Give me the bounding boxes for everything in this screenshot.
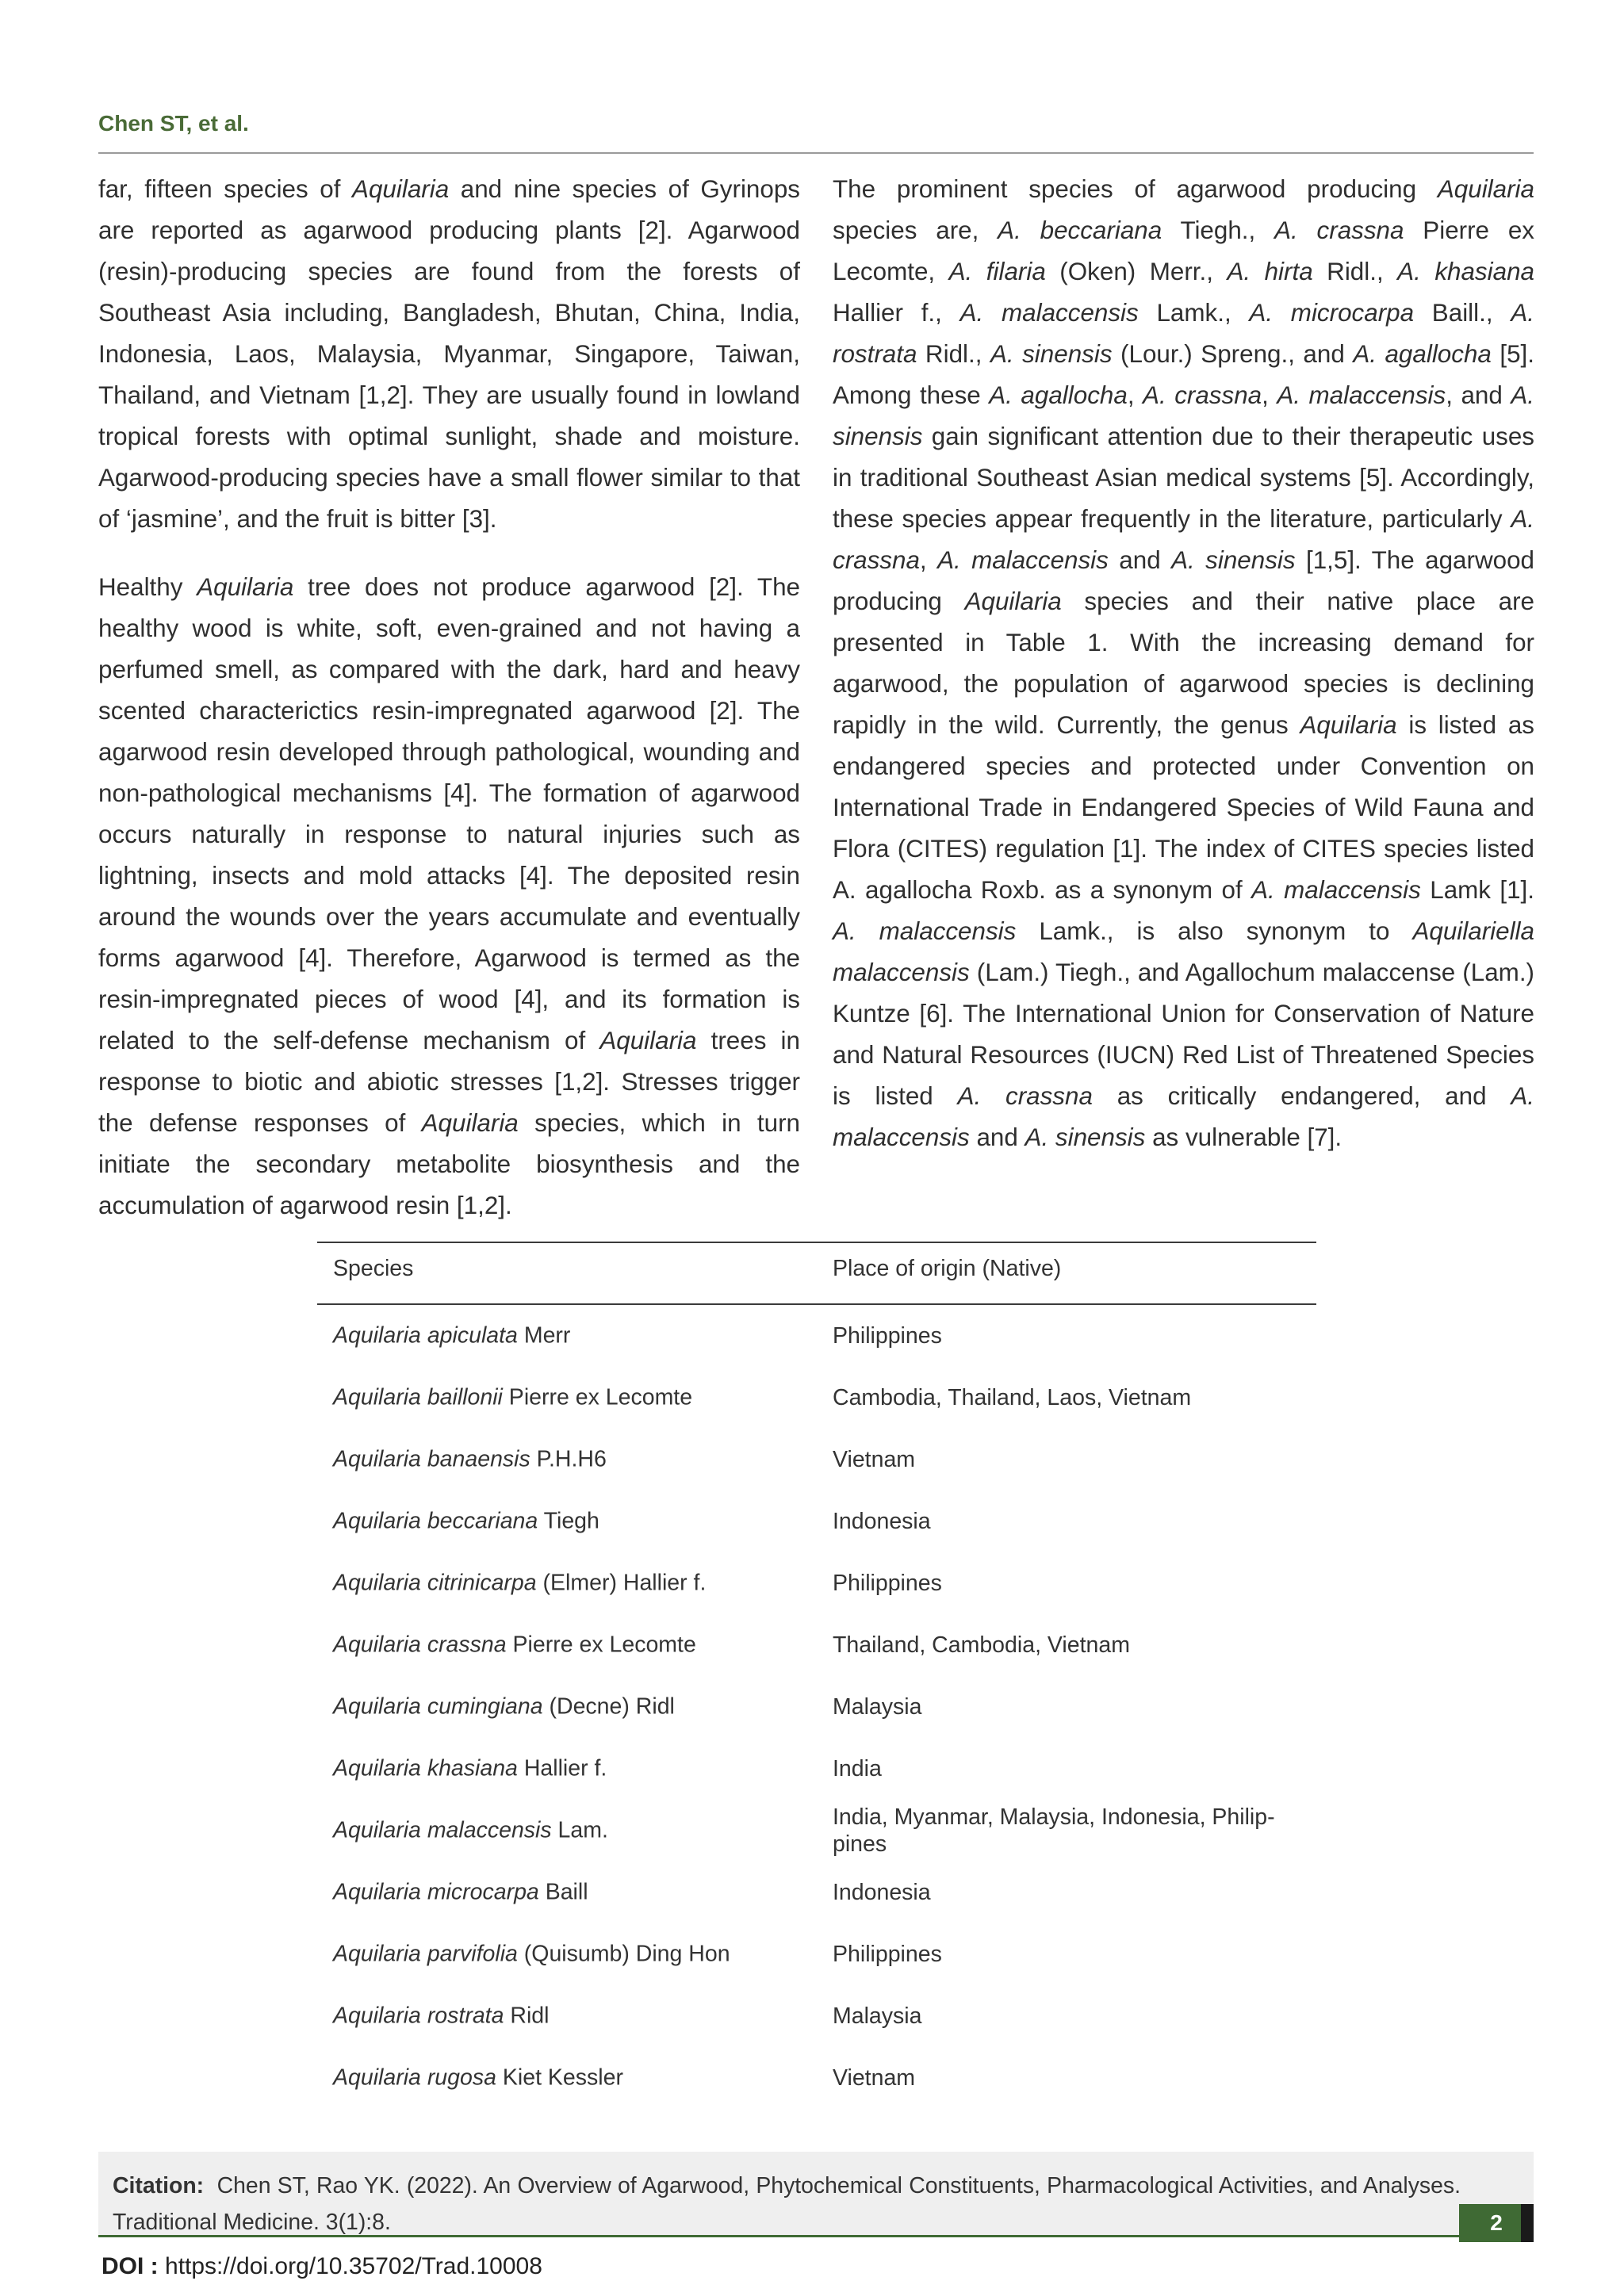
paragraph: far, fifteen species of Aquilaria and nine species of Gyrinops are reported as agarwood producing plants [2]. Agarwood (resin)-producing species are found from the forests of Southeast Asia including, Bangladesh, Bhutan, China, India, Indonesia, Laos, Malaysia, Myanmar, Singapore, Taiwan, Thailand, and Vietnam [1,2]. They are usually found in lowland tropical forests with optimal sunlight, shade and moisture. Agarwood-producing species have a small flower similar to that of ‘jasmine’, and the fruit is bitter [3]. xyxy=(98,175,800,533)
species-cell: Aquilaria khasiana Hallier f. xyxy=(333,1755,607,1781)
origin-cell: India, Myanmar, Malaysia, Indonesia, Philip-pines xyxy=(833,1804,1275,1857)
table-header-species: Species xyxy=(333,1256,414,1281)
doi-link[interactable]: https://doi.org/10.35702/Trad.10008 xyxy=(165,2253,542,2279)
citation-bar xyxy=(98,2235,1534,2237)
origin-cell: Vietnam xyxy=(833,2065,916,2091)
table-row xyxy=(317,1676,1316,1738)
table-row xyxy=(317,1552,1316,1614)
citation-box xyxy=(98,2152,1534,2237)
right-column xyxy=(833,169,1534,1158)
species-cell: Aquilaria rostrata Ridl xyxy=(333,2003,550,2029)
table-row xyxy=(317,1367,1316,1429)
table-header-origin: Place of origin (Native) xyxy=(833,1256,1062,1281)
running-header xyxy=(98,111,1534,154)
origin-cell: Philippines xyxy=(833,1323,942,1349)
species-cell: Aquilaria crassna Pierre ex Lecomte xyxy=(333,1632,696,1658)
species-cell: Aquilaria banaensis P.H.H6 xyxy=(333,1446,607,1472)
species-cell: Aquilaria rugosa Kiet Kessler xyxy=(333,2064,623,2091)
origin-cell: Indonesia xyxy=(833,1880,931,1905)
table-row xyxy=(317,1429,1316,1490)
origin-cell: Malaysia xyxy=(833,1694,922,1720)
origin-cell: Philippines xyxy=(833,1571,942,1596)
table-row xyxy=(317,1923,1316,1985)
origin-cell: Malaysia xyxy=(833,2003,922,2029)
species-cell: Aquilaria cumingiana (Decne) Ridl xyxy=(333,1693,675,1720)
species-cell: Aquilaria apiculata Merr xyxy=(333,1322,571,1349)
origin-cell: Vietnam xyxy=(833,1447,916,1472)
page-number xyxy=(1459,2204,1534,2242)
table-row xyxy=(317,1614,1316,1676)
page-number-accent xyxy=(1521,2204,1534,2242)
table-row xyxy=(317,1862,1316,1923)
species-cell: Aquilaria baillonii Pierre ex Lecomte xyxy=(333,1384,693,1410)
table-row xyxy=(317,1305,1316,1367)
origin-cell: Cambodia, Thailand, Laos, Vietnam xyxy=(833,1385,1192,1410)
page-number-text: 2 xyxy=(1490,2210,1503,2235)
citation-body: Chen ST, Rao YK. (2022). An Overview of Agarwood, Phytochemical Constituents, Pharmacological Activities, and Analyses. Traditional Medicine. 3(1):8. xyxy=(113,2173,1461,2235)
species-cell: Aquilaria beccariana Tiegh xyxy=(333,1508,599,1534)
citation-text xyxy=(113,2168,1461,2241)
table-row xyxy=(317,1738,1316,1800)
header-author: Chen ST, et al. xyxy=(98,111,249,136)
paragraph: The prominent species of agarwood producing Aquilaria species are, A. beccariana Tiegh., A. crassna Pierre ex Lecomte, A. filaria (Oken) Merr., A. hirta Ridl., A. khasiana Hallier f., A. malaccensis Lamk., A. microcarpa Baill., A. rostrata Ridl., A. sinensis (Lour.) Spreng., and A. agallocha [5]. Among these A. agallocha, A. crassna, A. malaccensis, and A. sinensis gain significant attention due to their therapeutic uses in traditional Southeast Asian medical systems [5]. Accordingly, these species appear frequently in the literature, particularly A. crassna, A. malaccensis and A. sinensis [1,5]. The agarwood producing Aquilaria species and their native place are presented in Table 1. With the increasing demand for agarwood, the population of agarwood species is declining rapidly in the wild. Currently, the genus Aquilaria is listed as endangered species and protected under Convention on International Trade in Endangered Species of Wild Fauna and Flora (CITES) regulation [1]. The index of CITES species listed A. agallocha Roxb. as a synonym of A. malaccensis Lamk [1]. A. malaccensis Lamk., is also synonym to Aquilariella malaccensis (Lam.) Tiegh., and Agallochum malaccense (Lam.) Kuntze [6]. The International Union for Conservation of Nature and Natural Resources (IUCN) Red List of Threatened Species is listed A. crassna as critically endangered, and A. malaccensis and A. sinensis as vulnerable [7]. xyxy=(833,175,1535,1151)
species-cell: Aquilaria microcarpa Baill xyxy=(333,1879,588,1905)
origin-cell: Indonesia xyxy=(833,1509,931,1534)
species-cell: Aquilaria malaccensis Lam. xyxy=(333,1817,608,1843)
table-row xyxy=(317,1490,1316,1552)
citation-label: Citation: xyxy=(113,2173,205,2198)
origin-cell: India xyxy=(833,1756,882,1781)
species-cell: Aquilaria parvifolia (Quisumb) Ding Hon xyxy=(333,1941,730,1967)
table-row xyxy=(317,1800,1316,1862)
origin-cell: Philippines xyxy=(833,1942,942,1967)
species-cell: Aquilaria citrinicarpa (Elmer) Hallier f. xyxy=(333,1570,707,1596)
table-top-rule xyxy=(317,1242,1316,1243)
paragraph: Healthy Aquilaria tree does not produce agarwood [2]. The healthy wood is white, soft, even-grained and not having a perfumed smell, as compared with the dark, hard and heavy scented characterictics resin-impregnated agarwood [2]. The agarwood resin developed through pathological, wounding and non-pathological mechanisms [4]. The formation of agarwood occurs naturally in response to natural injuries such as lightning, insects and mold attacks [4]. The deposited resin around the wounds over the years accumulate and eventually forms agarwood [4]. Therefore, Agarwood is termed as the resin-impregnated pieces of wood [4], and its formation is related to the self-defense mechanism of Aquilaria trees in response to biotic and abiotic stresses [1,2]. Stresses trigger the defense responses of Aquilaria species, which in turn initiate the secondary metabolite biosynthesis and the accumulation of agarwood resin [1,2]. xyxy=(98,573,800,1219)
table-row xyxy=(317,1985,1316,2047)
table-row xyxy=(317,2047,1316,2109)
doi-label: DOI : xyxy=(102,2253,159,2279)
left-column xyxy=(98,169,800,1226)
origin-cell: Thailand, Cambodia, Vietnam xyxy=(833,1632,1130,1658)
doi-line xyxy=(102,2253,542,2280)
